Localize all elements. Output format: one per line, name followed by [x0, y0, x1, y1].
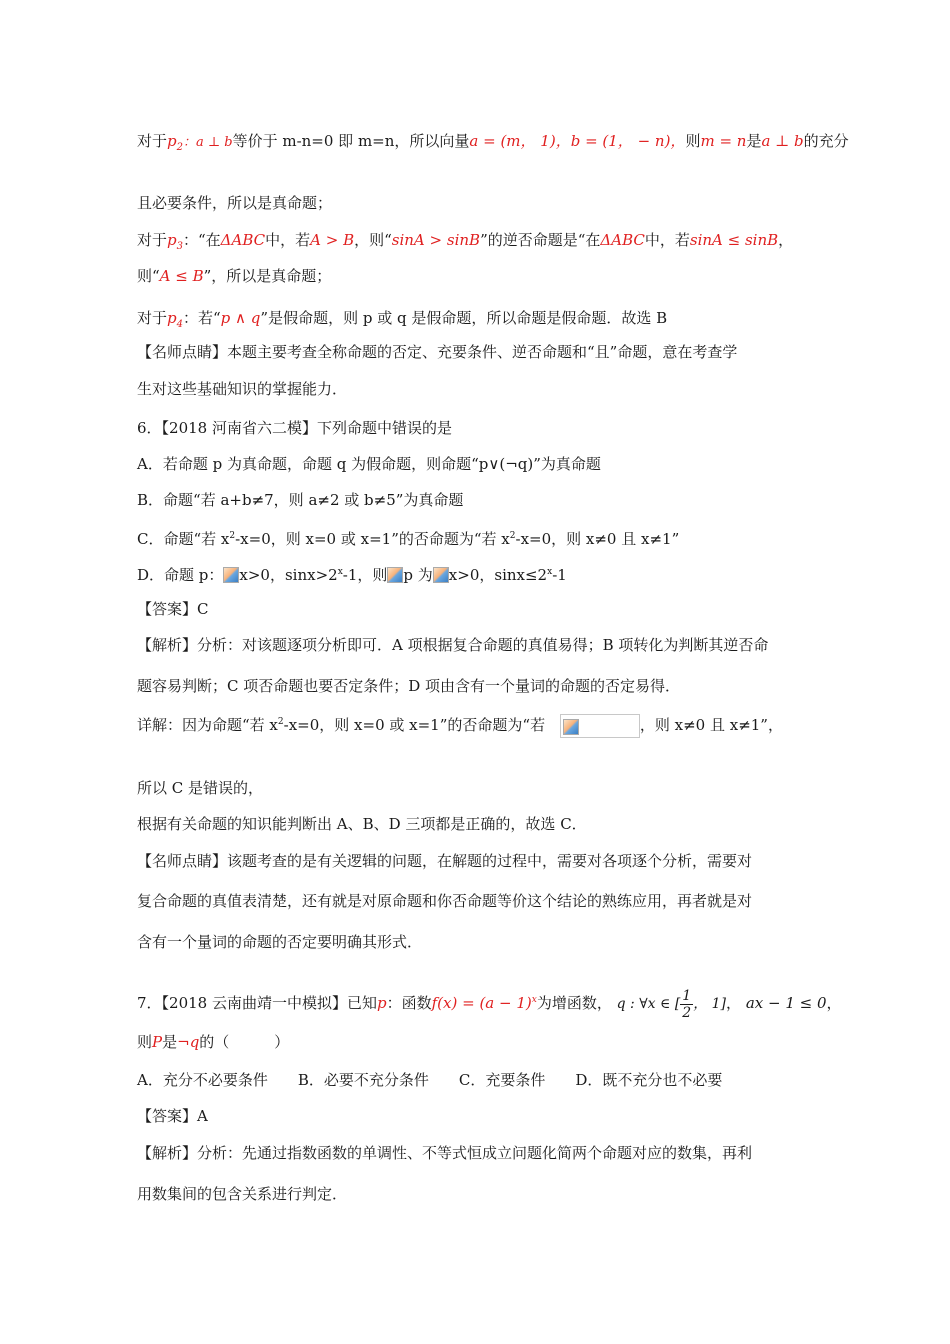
q6-judge: 根据有关命题的知识能判断出 A、B、D 三项都是正确的，故选 C．	[137, 815, 587, 833]
sin-ineq: sinA > sinB	[391, 231, 481, 249]
text: ，则“	[354, 231, 392, 249]
p-var: p	[377, 994, 387, 1012]
a-gt-b: A > B	[310, 231, 355, 249]
text: 是	[746, 132, 762, 150]
q6-tip-2: 复合命题的真值表清楚，还有就是对原命题和你否命题等价这个结论的熟练应用，再者就是对	[137, 892, 753, 910]
text: ：“在	[183, 231, 221, 249]
text: 对于	[137, 309, 168, 327]
q6-option-c: C．命题“若 $x^2-x=0$，则 x=0 或 x=1”的否命题为“若 $x^2-x=0$，则 x≠0 且 x≠1”	[137, 530, 680, 548]
q7-analysis-2: 用数集间的包含关系进行判定．	[137, 1185, 348, 1203]
q6-answer: 【答案】C	[137, 600, 209, 618]
p4-line	[137, 308, 667, 335]
q6-option-d: D．命题 p： x>0，$\sin x>2^x-1$，则 p 为 x>0，$\sin x\le 2^x-1$	[137, 566, 567, 584]
text: ”的逆否命题是“在	[480, 231, 601, 249]
m-equals-n: m = n	[700, 132, 747, 150]
text: ”，所以是真命题；	[203, 267, 332, 285]
text: ：若“	[183, 309, 221, 327]
text: 的充分	[803, 132, 849, 150]
q6-tip-3: 含有一个量词的命题的否定要明确其形式．	[137, 933, 423, 951]
p-var: P	[152, 1033, 163, 1051]
a-le-b: A ≤ B	[159, 267, 204, 285]
text: 等价于 m-n=0 即 m=n，所以向量	[232, 132, 470, 150]
q6-tip-1: 【名师点睛】该题考查的是有关逻辑的问题，在解题的过程中，需要对各项逐个分析，需要对	[137, 852, 753, 870]
vec-a: a = (m， 1)，	[469, 132, 571, 150]
p2-cond: ：a ⊥ b	[183, 135, 233, 150]
q7-analysis-1: 【解析】分析：先通过指数函数的单调性、不等式恒成立问题化简两个命题对应的数集，再利	[137, 1144, 753, 1162]
q7-stem: 7．【2018 云南曲靖一中模拟】已知p：函数$f(x) = (a - 1)^x$为增函数， q : ∀x ∈ [ $\frac{1}{2}$ ， 1]， ax − 1 ≤ 0，	[137, 987, 842, 1021]
q7-line2: 则P是¬q的（ ）	[137, 1033, 290, 1051]
text: ，	[778, 231, 794, 249]
not-q: ¬q	[177, 1033, 200, 1051]
q6-analysis-2: 题容易判断；C 项否命题也要否定条件；D 项由含有一个量词的命题的否定易得．	[137, 677, 681, 695]
q-condition: q : ∀x ∈ [ $\frac{1}{2}$ ， 1]	[616, 987, 727, 1021]
tip5-line1: 【名师点睛】本题主要考查全称命题的否定、充要条件、逆否命题和“且”命题，意在考查学	[137, 343, 738, 361]
q6-so: 所以 C 是错误的，	[137, 779, 264, 797]
q7-options: A．充分不必要条件 B．必要不充分条件 C．充要条件 D．既不充分也不必要	[137, 1071, 723, 1089]
vec-b: b = (1， − n)，	[570, 132, 686, 150]
broken-image-icon	[433, 567, 449, 583]
broken-image-icon	[387, 567, 403, 583]
broken-image-icon	[223, 567, 239, 583]
text: ”是假命题，则 p 或 q 是假命题，所以命题是假命题．故选 B	[260, 309, 668, 327]
q6-stem: 6．【2018 河南省六二模】下列命题中错误的是	[137, 419, 452, 437]
fraction-half: $\frac{1}{2}$	[682, 987, 692, 1021]
q6-option-a: A．若命题 p 为真命题，命题 q 为假命题，则命题“p∨(¬q)”为真命题	[137, 455, 601, 473]
p2-line2: 且必要条件，所以是真命题；	[137, 194, 333, 212]
p4-label: $p_4$	[167, 309, 183, 330]
text: 对于	[137, 231, 168, 249]
broken-image-box	[560, 714, 640, 738]
triangle: ΔABC	[600, 231, 645, 249]
p2-label: $p_2$	[167, 132, 183, 153]
p3-label: $p_3$	[167, 231, 183, 252]
broken-image-icon	[563, 719, 579, 735]
sin-ineq: sinA ≤ sinB	[689, 231, 779, 249]
function-fx: $f(x) = (a - 1)^x$	[431, 994, 537, 1012]
inequality: ax − 1 ≤ 0	[745, 994, 827, 1012]
p2-line1	[137, 131, 849, 158]
text: 中，若	[644, 231, 690, 249]
q6-option-b: B．命题“若 a+b≠7，则 a≠2 或 b≠5”为真命题	[137, 491, 464, 509]
text: 中，若	[265, 231, 311, 249]
p3-line1	[137, 230, 793, 257]
perp: a ⊥ b	[761, 132, 804, 150]
tip5-line2: 生对这些基础知识的掌握能力．	[137, 380, 348, 398]
q7-answer: 【答案】A	[137, 1107, 208, 1125]
p3-line2	[137, 266, 331, 286]
p-and-q: p ∧ q	[220, 309, 261, 327]
triangle: ΔABC	[220, 231, 266, 249]
text: 则“	[137, 267, 160, 285]
text: 对于	[137, 132, 168, 150]
q6-analysis-1: 【解析】分析：对该题逐项分析即可．A 项根据复合命题的真值易得；B 项转化为判断其逆否命	[137, 636, 769, 654]
text: 则	[685, 132, 701, 150]
q6-detail: 详解：因为命题“若 $x^2-x=0$，则 x=0 或 x=1”的否命题为“若 ，则 x≠0 且 x≠1”，	[137, 712, 783, 738]
